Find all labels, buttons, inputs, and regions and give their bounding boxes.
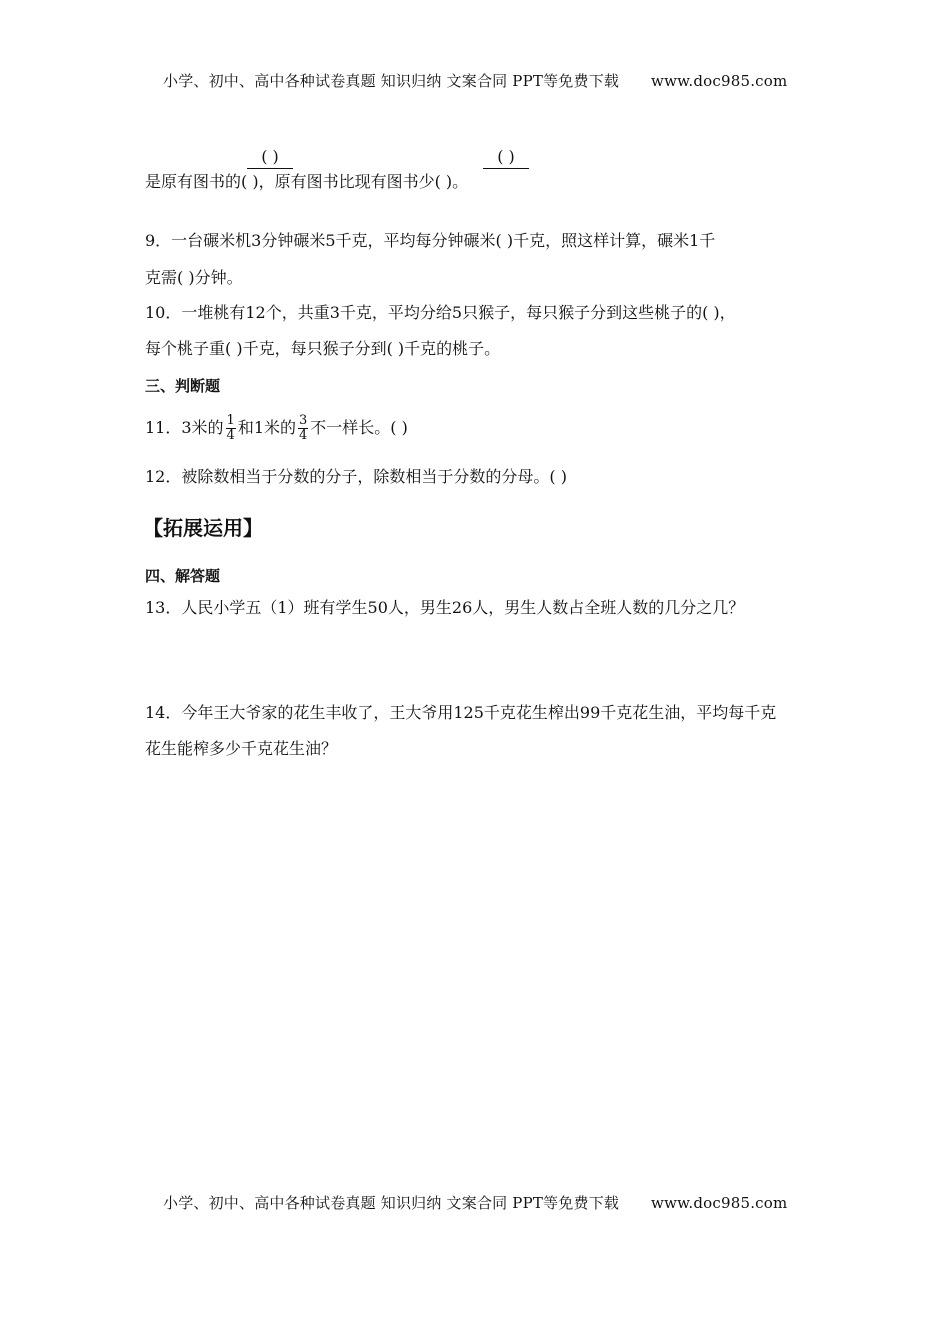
fraction-denominator: 4 <box>226 428 235 443</box>
q14-line1: 14．今年王大爷家的花生丰收了，王大爷用125千克花生榨出99千克花生油，平均每千克 <box>145 703 777 722</box>
section-heading-answers: 四、解答题 <box>145 567 221 585</box>
fraction-denominator: 4 <box>299 428 308 443</box>
page-header <box>163 70 787 91</box>
section-heading-judgement: 三、判断题 <box>145 377 221 395</box>
blank-fraction-b <box>483 146 529 169</box>
fraction-numerator: 1 <box>226 413 235 428</box>
q11-part-a: 11．3米的 <box>145 418 224 437</box>
q11 <box>145 412 408 444</box>
fraction-numerator: 3 <box>299 413 308 428</box>
q13: 13．人民小学五（1）班有学生50人，男生26人，男生人数占全班人数的几分之几？ <box>145 598 745 617</box>
fraction-one-quarter <box>226 414 236 443</box>
footer-text: 小学、初中、高中各种试卷真题 知识归纳 文案合同 PPT等免费下载 <box>163 1194 620 1212</box>
q12: 12．被除数相当于分数的分子，除数相当于分数的分母。( ) <box>145 467 567 486</box>
blank-fraction-a-top: ( ) <box>247 146 293 169</box>
q14-line2: 花生能榨多少千克花生油？ <box>145 739 338 758</box>
header-site: www.doc985.com <box>651 72 788 90</box>
extension-title: 【拓展运用】 <box>143 516 263 540</box>
blank-fraction-a <box>247 146 293 169</box>
q11-part-c: 不一样长。( ) <box>310 418 408 437</box>
q9-line1: 9．一台碾米机3分钟碾米5千克，平均每分钟碾米( )千克，照这样计算，碾米1千 <box>145 231 716 250</box>
fraction-three-quarters <box>298 414 308 443</box>
q9-line2: 克需( )分钟。 <box>145 268 243 287</box>
q8-tail-line: 是原有图书的( )，原有图书比现有图书少( )。 <box>145 172 469 191</box>
blank-fraction-b-top: ( ) <box>483 146 529 169</box>
header-text: 小学、初中、高中各种试卷真题 知识归纳 文案合同 PPT等免费下载 <box>163 72 620 90</box>
q10-line2: 每个桃子重( )千克，每只猴子分到( )千克的桃子。 <box>145 339 501 358</box>
q10-line1: 10．一堆桃有12个，共重3千克，平均分给5只猴子，每只猴子分到这些桃子的( )， <box>145 303 736 322</box>
q11-part-b: 和1米的 <box>237 418 297 437</box>
footer-site: www.doc985.com <box>651 1194 788 1212</box>
page-footer <box>163 1192 787 1213</box>
